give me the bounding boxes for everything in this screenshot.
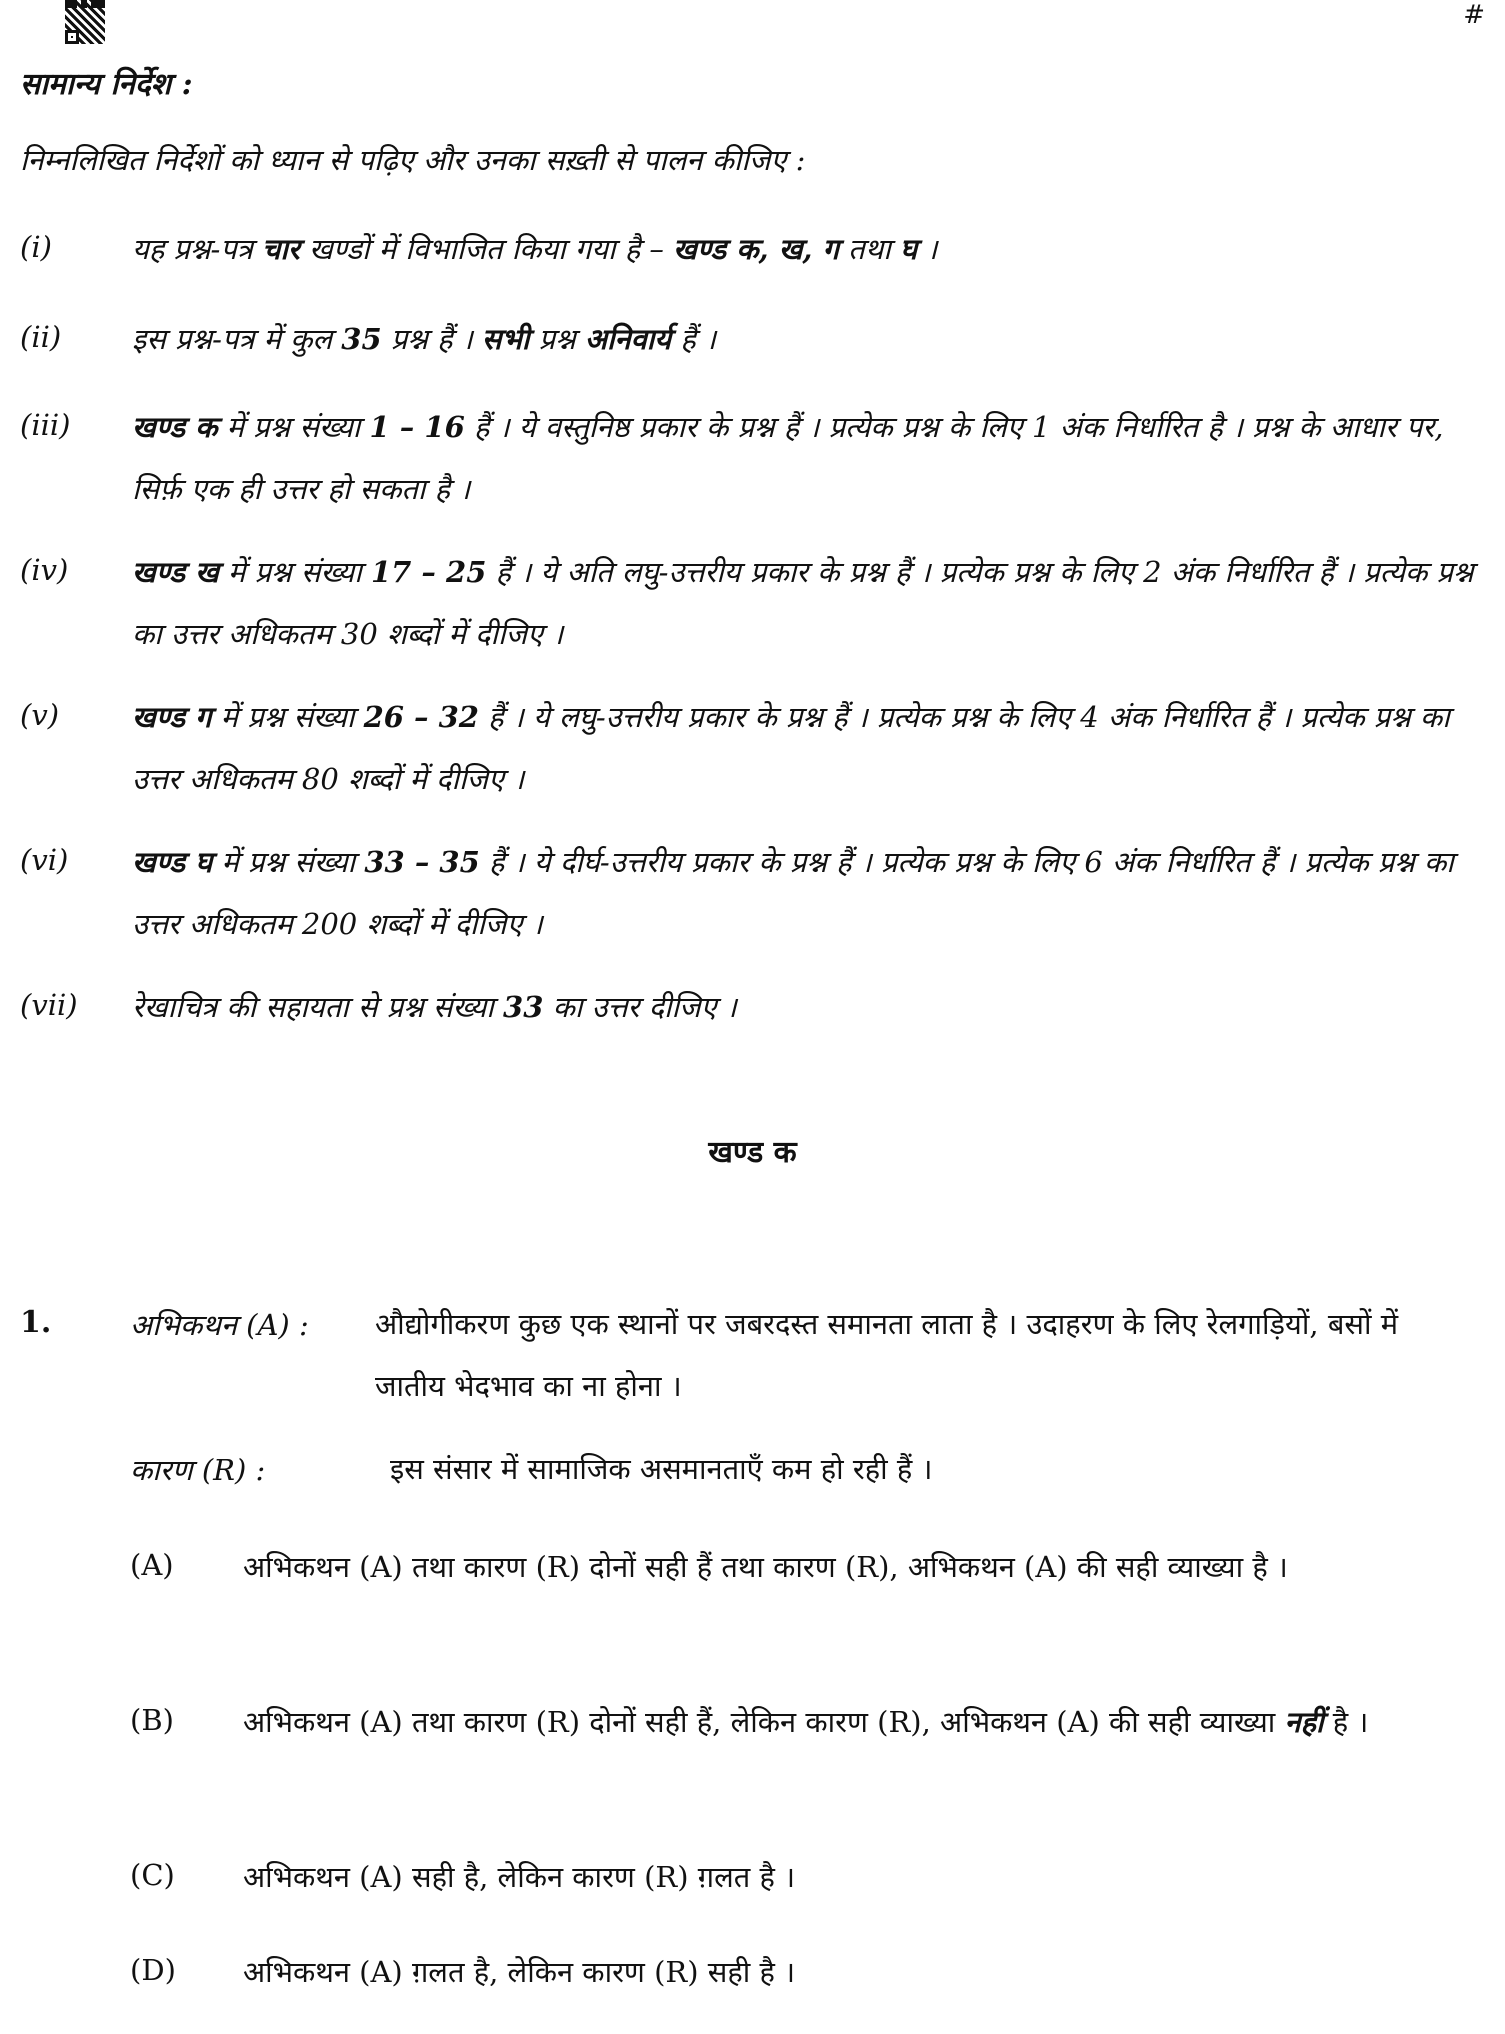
text: प्रश्न हैं । [381, 322, 482, 356]
text-bold: खण्ड क, ख, ग [673, 232, 839, 266]
instruction-item [132, 831, 1482, 955]
instruction-number: (vi) [20, 843, 69, 877]
reason-label: कारण (R) : [130, 1453, 266, 1487]
text-bold: 33 – 35 [364, 845, 480, 879]
instruction-number: (vii) [20, 988, 78, 1022]
text-bold: चार [261, 232, 300, 266]
text: अभिकथन (A) तथा कारण (R) दोनों सही हैं तथा कारण (R), अभिकथन (A) की सही व्याख्या है । [243, 1550, 1288, 1584]
qr-code-icon [65, 0, 105, 44]
text: हैं । ये लघु-उत्तरीय प्रकार के प्रश्न हैं । प्रत्येक प्रश्न के लिए 4 अंक निर्धारित हैं । प्रत्येक प्रश्न का उत्तर अधिकतम 80 शब्दों में दीजिए । [132, 700, 1450, 796]
text-bold: नहीं [1284, 1705, 1324, 1739]
text: । [917, 232, 938, 266]
option-a[interactable] [243, 1536, 1403, 1598]
text-bold: 1 – 16 [369, 410, 465, 444]
instruction-number: (v) [20, 698, 60, 732]
instruction-number: (iii) [20, 408, 71, 442]
reason-text: इस संसार में सामाजिक असमानताएँ कम हो रही हैं । [390, 1452, 933, 1486]
text-bold: 33 [503, 990, 544, 1024]
instruction-item [132, 976, 1482, 1038]
option-d[interactable] [243, 1941, 1403, 2003]
instruction-item [132, 308, 1482, 370]
instruction-item [132, 541, 1482, 665]
text-bold: 26 – 32 [363, 700, 479, 734]
assertion-label: अभिकथन (A) : [130, 1308, 309, 1342]
text: औद्योगीकरण कुछ एक स्थानों पर जबरदस्त समानता लाता है । उदाहरण के लिए रेलगाड़ियों, बसों में जातीय भेदभाव का ना होना । [375, 1307, 1399, 1403]
option-b[interactable] [243, 1691, 1403, 1753]
text: खण्डों में विभाजित किया गया है – [299, 232, 674, 266]
option-letter: (C) [130, 1858, 175, 1892]
text: है । [1323, 1705, 1369, 1739]
text-bold: खण्ड ग [132, 700, 212, 734]
text-bold: खण्ड क [132, 410, 218, 444]
text: में प्रश्न संख्या [212, 845, 365, 879]
page-heading: सामान्य निर्देश : [20, 67, 193, 102]
text-bold: 17 – 25 [370, 555, 487, 589]
text: अभिकथन (A) ग़लत है, लेकिन कारण (R) सही है । [243, 1955, 796, 1989]
instruction-number: (ii) [20, 320, 62, 354]
text: अभिकथन (A) तथा कारण (R) दोनों सही हैं, लेकिन कारण (R), अभिकथन (A) की सही व्याख्या [243, 1705, 1285, 1739]
text: का उत्तर दीजिए । [543, 990, 737, 1024]
text: हैं । ये वस्तुनिष्ठ प्रकार के प्रश्न हैं । प्रत्येक प्रश्न के लिए 1 अंक निर्धारित है । प्रश्न के आधार पर, सिर्फ़ एक ही उत्तर हो सकता है । [132, 410, 1444, 506]
text-bold: अनिवार्य [584, 322, 672, 356]
instruction-number: (iv) [20, 553, 69, 587]
instruction-number: (i) [20, 230, 52, 264]
section-title: खण्ड क [708, 1135, 797, 1170]
text-bold: 35 [341, 322, 382, 356]
text: इस प्रश्न-पत्र में कुल [132, 322, 342, 356]
text: प्रश्न [529, 322, 585, 356]
instruction-item [132, 396, 1482, 520]
text: में प्रश्न संख्या [217, 410, 370, 444]
assertion-text [375, 1293, 1415, 1417]
instructions-intro: निम्नलिखित निर्देशों को ध्यान से पढ़िए और उनका सख़्ती से पालन कीजिए : [20, 143, 806, 177]
text: तथा [838, 232, 900, 266]
option-letter: (A) [130, 1548, 174, 1582]
instruction-item [132, 218, 1482, 280]
text-bold: खण्ड घ [132, 845, 213, 879]
text: अभिकथन (A) सही है, लेकिन कारण (R) ग़लत है । [243, 1860, 796, 1894]
option-letter: (B) [130, 1703, 174, 1737]
text: हैं । [671, 322, 716, 356]
page-mark: # [1463, 0, 1485, 30]
text-bold: घ [899, 232, 918, 266]
text-bold: सभी [481, 322, 530, 356]
text: रेखाचित्र की सहायता से प्रश्न संख्या [132, 990, 504, 1024]
option-c[interactable] [243, 1846, 1403, 1908]
text: यह प्रश्न-पत्र [132, 232, 262, 266]
text: हैं । ये दीर्घ-उत्तरीय प्रकार के प्रश्न हैं । प्रत्येक प्रश्न के लिए 6 अंक निर्धारित हैं । प्रत्येक प्रश्न का उत्तर अधिकतम 200 शब्दों में दीजिए । [132, 845, 1454, 941]
instruction-item [132, 686, 1482, 810]
text: में प्रश्न संख्या [218, 555, 371, 589]
text: हैं । ये अति लघु-उत्तरीय प्रकार के प्रश्न हैं । प्रत्येक प्रश्न के लिए 2 अंक निर्धारित हैं । प्रत्येक प्रश्न का उत्तर अधिकतम 30 शब्दों में दीजिए । [132, 555, 1474, 651]
option-letter: (D) [130, 1953, 176, 1987]
text-bold: खण्ड ख [132, 555, 219, 589]
question-number: 1. [20, 1305, 52, 1340]
text: में प्रश्न संख्या [211, 700, 364, 734]
